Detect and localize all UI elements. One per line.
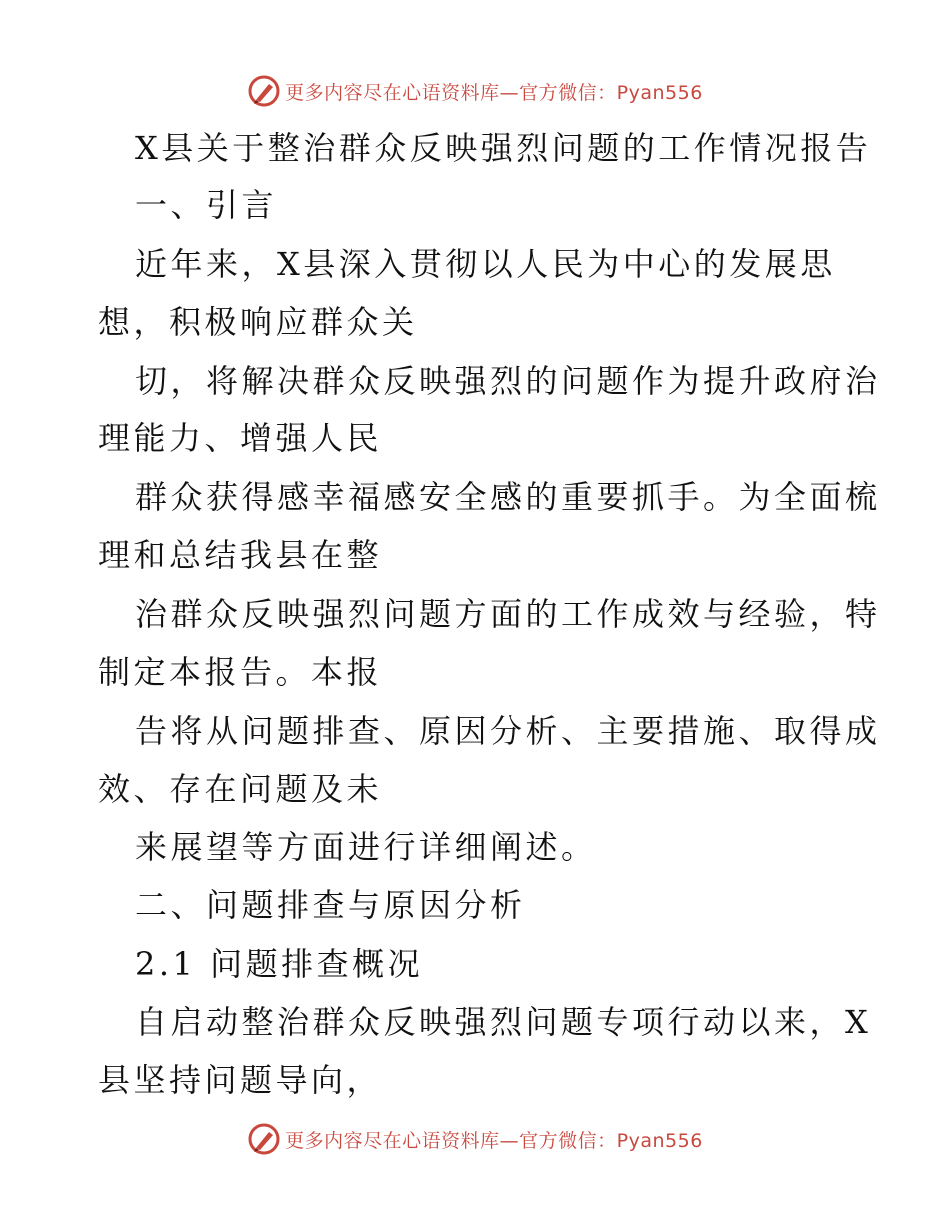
paragraph-line: 县坚持问题导向， (98, 1061, 383, 1099)
subsection-heading: 2.1 问题排查概况 (135, 945, 424, 983)
paragraph-line: 治群众反映强烈问题方面的工作成效与经验，特 (135, 595, 881, 633)
paragraph-line: 切，将解决群众反映强烈的问题作为提升政府治 (135, 362, 881, 400)
header-watermark-banner (0, 71, 950, 111)
paragraph-line: 近年来，X县深入贯彻以人民为中心的发展思 (135, 245, 836, 283)
paragraph-line: 自启动整治群众反映强烈问题专项行动以来，X (135, 1003, 872, 1041)
paragraph-line: 理和总结我县在整 (98, 536, 383, 574)
document-title: X县关于整治群众反映强烈问题的工作情况报告 (135, 129, 872, 167)
paragraph-line: 群众获得感幸福感安全感的重要抓手。为全面梳 (135, 478, 881, 516)
paragraph-line: 告将从问题排查、原因分析、主要措施、取得成 (135, 712, 881, 750)
paragraph-line: 制定本报告。本报 (98, 653, 383, 691)
watermark-text: 更多内容尽在心语资料库—官方微信：Pyan556 (285, 1129, 703, 1152)
paragraph-line: 理能力、增强人民 (98, 419, 383, 457)
paragraph-line: 想，积极响应群众关 (98, 303, 418, 341)
pen-logo-icon (247, 74, 281, 108)
footer-watermark-banner (0, 1119, 950, 1159)
paragraph-line: 来展望等方面进行详细阐述。 (135, 828, 597, 866)
watermark-text: 更多内容尽在心语资料库—官方微信：Pyan556 (285, 81, 703, 104)
pen-logo-icon (247, 1122, 281, 1156)
paragraph-line: 效、存在问题及未 (98, 770, 383, 808)
section-heading-intro: 一、引言 (135, 186, 278, 224)
section-heading-problems: 二、问题排查与原因分析 (135, 886, 526, 924)
